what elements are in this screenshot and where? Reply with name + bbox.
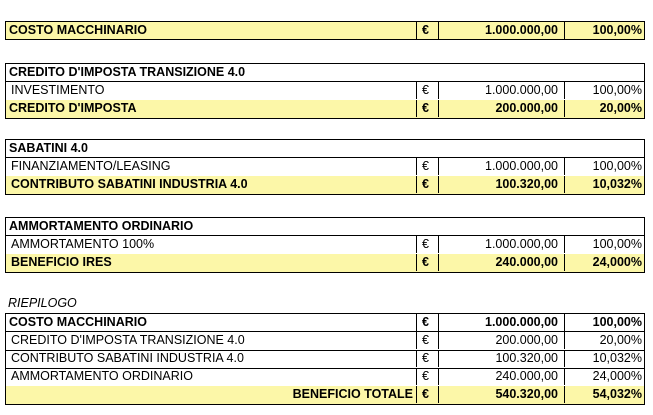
row-label: AMMORTAMENTO 100% [11,237,155,251]
row-amount: 100.320,00 [438,176,564,193]
currency-symbol: € [416,236,438,253]
currency-symbol: € [416,386,438,403]
row-label: AMMORTAMENTO ORDINARIO [11,369,193,383]
row-amount: 1.000.000,00 [438,82,564,99]
row-percent: 100,00% [564,22,644,39]
currency-symbol: € [416,82,438,99]
row-label: BENEFICIO IRES [11,255,112,269]
currency-symbol: € [416,254,438,271]
row-label: INVESTIMENTO [11,83,105,97]
row-percent: 24,000% [564,254,644,271]
row-percent: 100,00% [564,82,644,99]
row-percent: 10,032% [564,176,644,193]
table-row [5,368,645,387]
total-amount: 540.320,00 [438,386,564,403]
row-percent: 10,032% [564,350,644,367]
row-percent: 20,00% [564,100,644,117]
row-percent: 100,00% [564,158,644,175]
row-label: COSTO MACCHINARIO [9,23,147,37]
row-amount: 240.000,00 [438,254,564,271]
row-percent: 20,00% [564,332,644,349]
table-row-highlight [5,176,645,195]
section-title: AMMORTAMENTO ORDINARIO [9,219,194,233]
table-row-header [5,313,645,332]
row-label: COSTO MACCHINARIO [9,315,147,329]
table-row-highlight [5,100,645,119]
row-amount: 240.000,00 [438,368,564,385]
row-percent: 24,000% [564,368,644,385]
total-row [5,386,645,405]
section-title: SABATINI 4.0 [9,141,88,155]
row-label: CREDITO D'IMPOSTA [9,101,137,115]
section-header [5,63,645,82]
table-row-highlight [5,254,645,273]
currency-symbol: € [416,350,438,367]
riepilogo-title: RIEPILOGO [8,296,77,310]
row-percent: 100,00% [564,236,644,253]
row-amount: 1.000.000,00 [438,22,564,39]
section-title: CREDITO D'IMPOSTA TRANSIZIONE 4.0 [9,65,246,79]
costo-macchinario-row [5,21,645,40]
total-percent: 54,032% [564,386,644,403]
row-amount: 1.000.000,00 [438,314,564,331]
table-row [5,158,645,177]
table-row [5,82,645,101]
currency-symbol: € [416,158,438,175]
currency-symbol: € [416,176,438,193]
row-label: CONTRIBUTO SABATINI INDUSTRIA 4.0 [11,351,244,365]
row-percent: 100,00% [564,314,644,331]
currency-symbol: € [416,22,438,39]
table-row [5,350,645,369]
currency-symbol: € [416,100,438,117]
row-amount: 200.000,00 [438,332,564,349]
row-amount: 100.320,00 [438,350,564,367]
currency-symbol: € [416,368,438,385]
row-label: CREDITO D'IMPOSTA TRANSIZIONE 4.0 [11,333,245,347]
currency-symbol: € [416,332,438,349]
total-label: BENEFICIO TOTALE [292,387,413,401]
table-row [5,332,645,351]
row-amount: 1.000.000,00 [438,158,564,175]
section-header [5,217,645,236]
row-label: CONTRIBUTO SABATINI INDUSTRIA 4.0 [11,177,248,191]
currency-symbol: € [416,314,438,331]
section-header [5,139,645,158]
row-amount: 1.000.000,00 [438,236,564,253]
table-row [5,236,645,255]
row-amount: 200.000,00 [438,100,564,117]
row-label: FINANZIAMENTO/LEASING [11,159,171,173]
